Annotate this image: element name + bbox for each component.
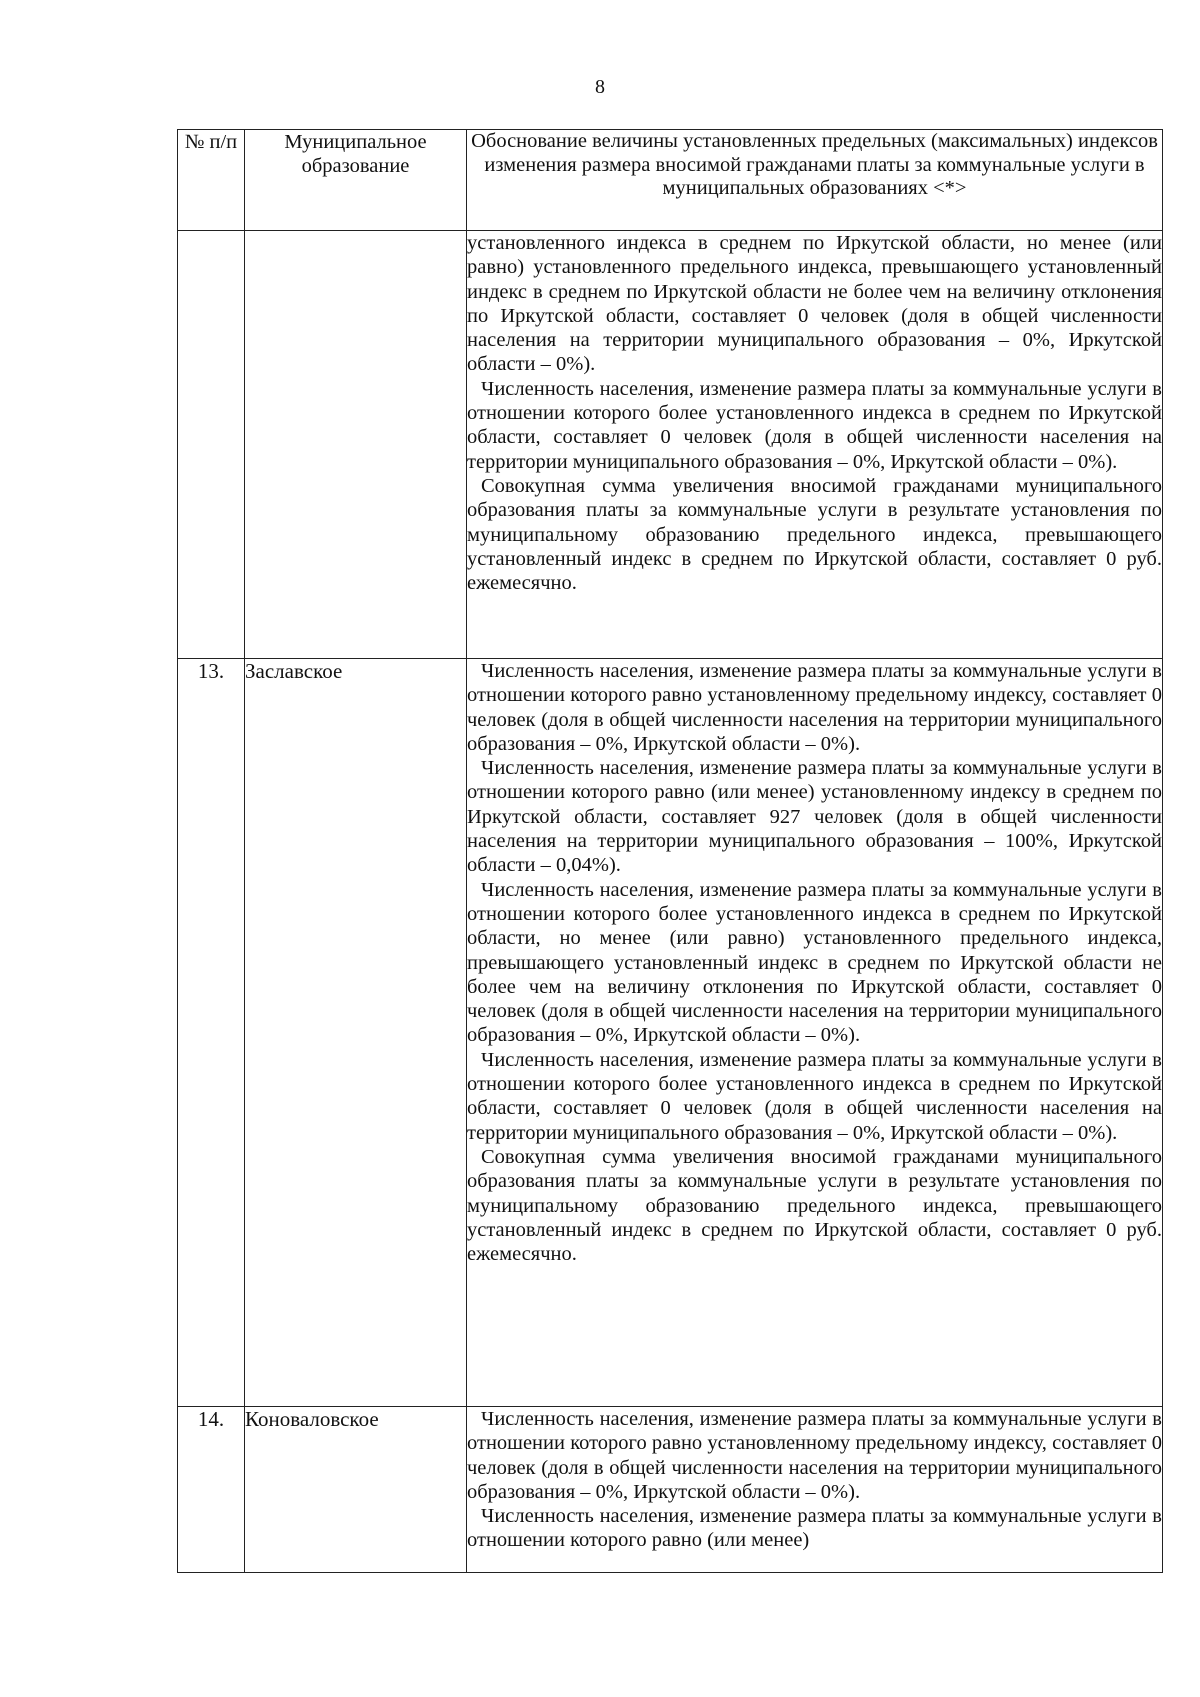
page-number: 8	[595, 76, 605, 98]
row-number: 13.	[178, 659, 245, 1407]
table-row	[178, 659, 1163, 1407]
paragraph: Численность населения, изменение размера платы за коммунальные услуги в отношении которого равно установленному предельному индексу, составляет 0 человек (доля в общей численности населения на территории муниципального образования – 0%, Иркутской области – 0%).	[467, 660, 1162, 755]
header-municipality: Муниципальное образование	[245, 130, 467, 231]
row-number: 14.	[178, 1407, 245, 1573]
paragraph: Численность населения, изменение размера платы за коммунальные услуги в отношении которого более установленного индекса в среднем по Иркутской области, составляет 0 человек (доля в общей численности населения на территории муниципального образования – 0%, Иркутской области – 0%).	[467, 377, 1162, 473]
paragraph: Численность населения, изменение размера платы за коммунальные услуги в отношении которого более установленного индекса в среднем по Иркутской области, составляет 0 человек (доля в общей численности населения на территории муниципального образования – 0%, Иркутской области – 0%).	[467, 1048, 1162, 1144]
paragraph: Численность населения, изменение размера платы за коммунальные услуги в отношении которого равно установленному предельному индексу, составляет 0 человек (доля в общей численности населения на территории муниципального образования – 0%, Иркутской области – 0%).	[467, 1408, 1162, 1503]
municipality-name: Заславское	[245, 659, 467, 1407]
paragraph: Численность населения, изменение размера платы за коммунальные услуги в отношении которого более установленного индекса в среднем по Иркутской области, но менее (или равно) установленного предельного индекса, превышающего установленный индекс в среднем по Иркутской области не более чем на величину отклонения по Иркутской области, составляет 0 человек (доля в общей численности населения на территории муниципального образования – 0%, Иркутской области – 0%).	[467, 878, 1162, 1047]
justification-cell	[467, 1407, 1163, 1573]
header-justification: Обоснование величины установленных предельных (максимальных) индексов изменения размера вносимой гражданами платы за коммунальные услуги в муниципальных образованиях <*>	[467, 130, 1163, 231]
table-row	[178, 1407, 1163, 1573]
justification-cell	[467, 231, 1163, 659]
justification-cell	[467, 659, 1163, 1407]
indices-table	[177, 129, 1163, 1573]
paragraph: Совокупная сумма увеличения вносимой гражданами муниципального образования платы за коммунальные услуги в результате установления по муниципальному образованию предельного индекса, превышающего установленный индекс в среднем по Иркутской области, составляет 0 руб. ежемесячно.	[467, 474, 1162, 595]
paragraph: Численность населения, изменение размера платы за коммунальные услуги в отношении которого равно (или менее) установленному индексу в среднем по Иркутской области, составляет 927 человек (доля в общей численности населения на территории муниципального образования – 100%, Иркутской области – 0,04%).	[467, 757, 1162, 877]
paragraph: установленного индекса в среднем по Иркутской области, но менее (или равно) установленного предельного индекса, превышающего установленный индекс в среднем по Иркутской области не более чем на величину отклонения по Иркутской области, составляет 0 человек (доля в общей численности населения на территории муниципального образования – 0%, Иркутской области – 0%).	[467, 232, 1162, 376]
table-row	[178, 231, 1163, 659]
municipality-name: Коноваловское	[245, 1407, 467, 1573]
paragraph: Численность населения, изменение размера платы за коммунальные услуги в отношении которого равно (или менее)	[467, 1505, 1162, 1552]
header-num: № п/п	[178, 130, 245, 231]
row-number	[178, 231, 245, 659]
municipality-name	[245, 231, 467, 659]
table-header-row	[178, 130, 1163, 231]
paragraph: Совокупная сумма увеличения вносимой гражданами муниципального образования платы за коммунальные услуги в результате установления по муниципальному образованию предельного индекса, превышающего установленный индекс в среднем по Иркутской области, составляет 0 руб. ежемесячно.	[467, 1145, 1162, 1266]
